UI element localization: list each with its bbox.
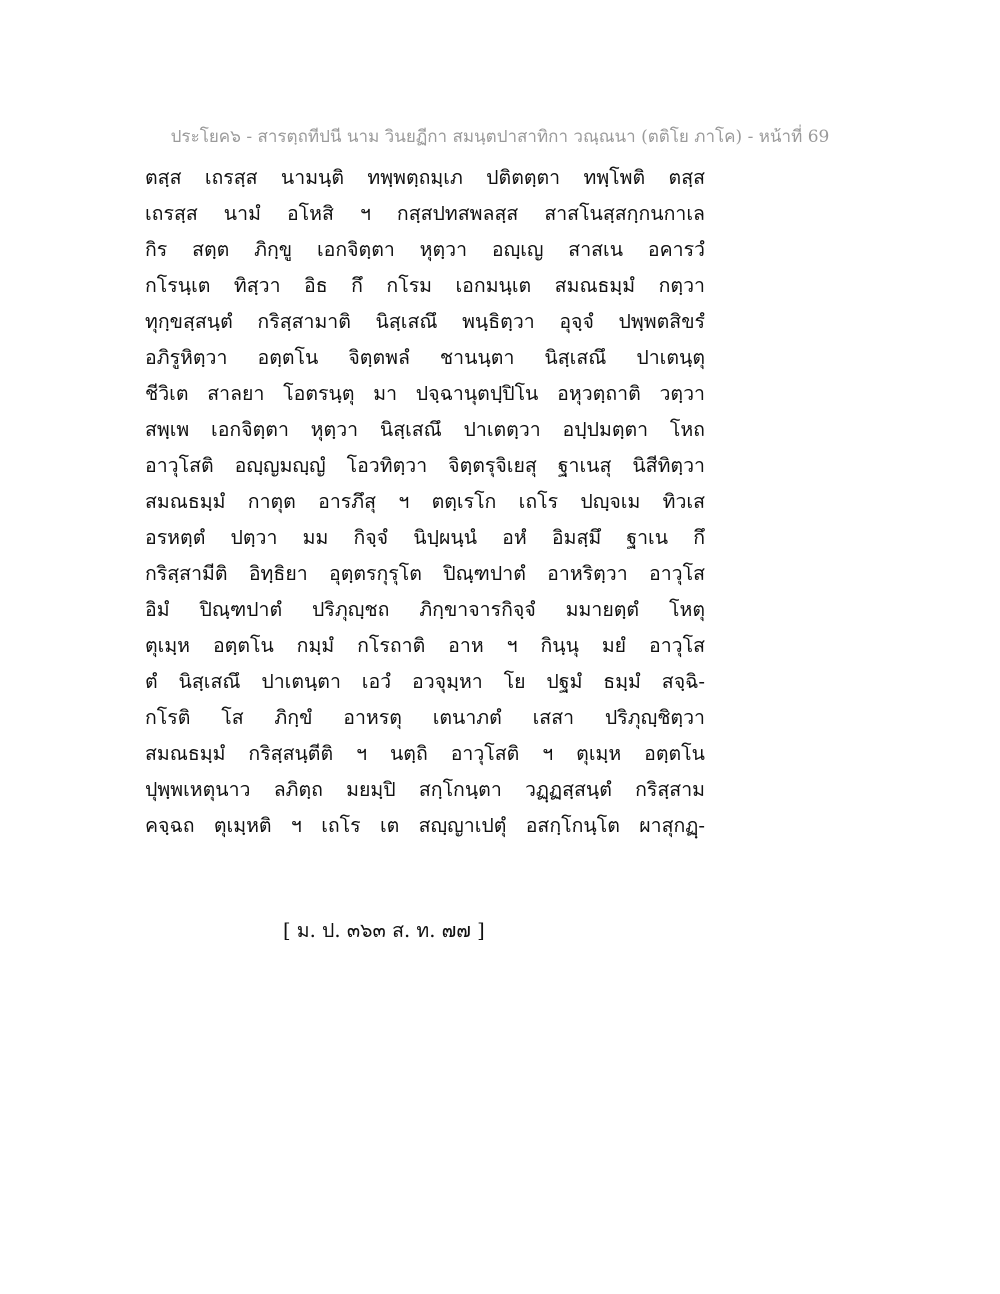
body-line: เถรสฺส นามํ อโหสิ ฯ กสฺสปทสพลสฺส สาสโนสฺสกฺกนกาเล	[145, 202, 705, 225]
body-text	[145, 160, 705, 844]
body-line: อาวุโสติ อญฺญมญฺญํ โอวทิตฺวา จิตฺตรุจิเยสุ ฐาเนสุ นิสีทิตฺวา	[145, 454, 705, 477]
body-line: อภิรูหิตฺวา อตฺตโน จิตฺตพลํ ชานนฺตา นิสฺเสณึ ปาเตนฺตุ	[145, 346, 705, 369]
body-line: สพฺเพ เอกจิตฺตา หุตฺวา นิสฺเสณึ ปาเตตฺวา อปฺปมตฺตา โหถ	[145, 418, 705, 441]
body-line: คจฺฉถ ตุเมฺหติ ฯ เถโร เต สญฺญาเปตุํ อสกฺโกนฺโต ผาสุกฏฺ-	[145, 814, 705, 837]
body-line: สมณธมฺมํ กริสฺสนฺตีติ ฯ นตฺถิ อาวุโสติ ฯ ตุเมฺห อตฺตโน	[145, 742, 705, 765]
body-line: ปุพฺพเหตุนาว ลภิตฺถ มยมฺปิ สกฺโกนฺตา วฏฺฏสฺสนฺตํ กริสฺสาม	[145, 778, 705, 801]
body-line: กโรติ โส ภิกฺขํ อาหรตุ เตนาภตํ เสสา ปริภุญฺชิตฺวา	[145, 706, 705, 729]
body-line: ทุกฺขสฺสนฺตํ กริสฺสามาติ นิสฺเสณึ พนฺธิตฺวา อุจฺจํ ปพฺพตสิขรํ	[145, 310, 705, 333]
body-line: ตํ นิสฺเสณึ ปาเตนฺตา เอวํ อวจุมฺหา โย ปฐมํ ธมฺมํ สจฺฉิ-	[145, 670, 705, 693]
body-line: กโรนฺเต ทิสฺวา อิธ กึ กโรม เอกมนฺเต สมณธมฺมํ กตฺวา	[145, 274, 705, 297]
body-line: สมณธมฺมํ กาตุต อารภึสุ ฯ ตตฺเรโก เถโร ปญฺจเม ทิวเส	[145, 490, 705, 513]
body-line: ชีวิเต สาลยา โอตรนฺตุ มา ปจฺฉานุตปฺปิโน อหุวตฺถาติ วตฺวา	[145, 382, 705, 405]
body-line: อรหตฺตํ ปตฺวา มม กิจฺจํ นิปฺผนฺนํ อหํ อิมสฺมึ ฐาเน กึ	[145, 526, 705, 549]
body-line: ตุเมฺห อตฺตโน กมฺมํ กโรถาติ อาห ฯ กินฺนุ มยํ อาวุโส	[145, 634, 705, 657]
body-line: กริสฺสามีติ อิทฺธิยา อุตฺตรกุรุโต ปิณฺฑปาตํ อาหริตฺวา อาวุโส	[145, 562, 705, 585]
body-line: กิร สตฺต ภิกฺขู เอกจิตฺตา หุตฺวา อญฺเญ สาสเน อคารวํ	[145, 238, 705, 261]
body-line: อิมํ ปิณฺฑปาตํ ปริภุญฺชถ ภิกฺขาจารกิจฺจํ มมายตฺตํ โหตุ	[145, 598, 705, 621]
page-reference: [ ม. ป. ๓๖๓ ส. ท. ๗๗ ]	[283, 919, 485, 942]
body-line: ตสฺส เถรสฺส นามนฺติ ทพฺพตฺถมฺเภ ปติตตฺตา ทพฺโพติ ตสฺส	[145, 166, 705, 189]
running-header: ประโยค๖ - สารตฺถทีปนี นาม วินยฏีกา สมนฺตปาสาทิกา วณฺณนา (ตติโย ภาโค) - หน้าที่ 69	[170, 127, 830, 147]
